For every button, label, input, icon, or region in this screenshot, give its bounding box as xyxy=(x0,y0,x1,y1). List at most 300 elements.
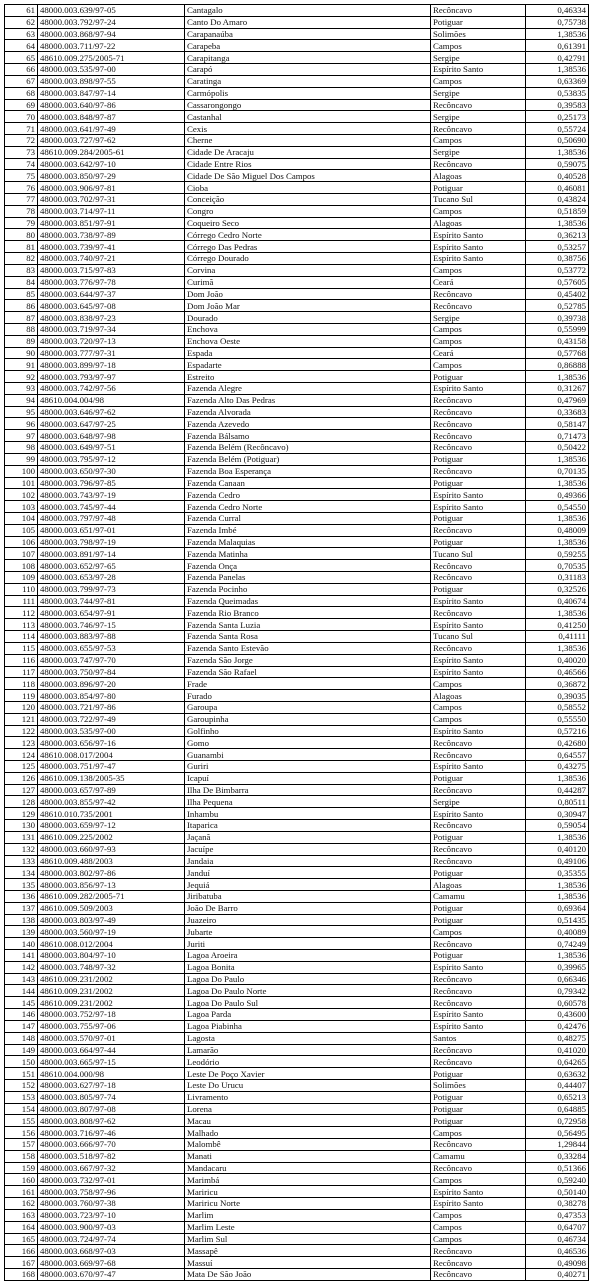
process-number-cell: 48000.003.891/97-14 xyxy=(38,548,185,560)
value-cell: 0,43158 xyxy=(526,335,589,347)
process-number-cell: 48000.003.744/97-81 xyxy=(38,595,185,607)
field-name-cell: Fazenda Curral xyxy=(185,512,431,524)
value-cell: 0,39035 xyxy=(526,690,589,702)
field-name-cell: Carapanaúba xyxy=(185,28,431,40)
basin-cell: Recôncavo xyxy=(431,843,526,855)
row-number-cell: 161 xyxy=(5,1186,38,1198)
row-number-cell: 119 xyxy=(5,690,38,702)
table-row xyxy=(5,501,589,513)
table-row xyxy=(5,489,589,501)
table-row xyxy=(5,253,589,265)
value-cell: 0,86888 xyxy=(526,359,589,371)
process-number-cell: 48000.003.804/97-10 xyxy=(38,950,185,962)
table-row xyxy=(5,359,589,371)
row-number-cell: 83 xyxy=(5,264,38,276)
row-number-cell: 150 xyxy=(5,1056,38,1068)
field-name-cell: Carapeba xyxy=(185,40,431,52)
basin-cell: Campos xyxy=(431,205,526,217)
row-number-cell: 149 xyxy=(5,1044,38,1056)
value-cell: 0,49098 xyxy=(526,1257,589,1269)
process-number-cell: 48000.003.649/97-51 xyxy=(38,442,185,454)
table-row xyxy=(5,961,589,973)
value-cell: 0,51366 xyxy=(526,1162,589,1174)
row-number-cell: 85 xyxy=(5,288,38,300)
row-number-cell: 94 xyxy=(5,394,38,406)
table-row xyxy=(5,111,589,123)
table-row xyxy=(5,1068,589,1080)
value-cell: 0,57216 xyxy=(526,725,589,737)
basin-cell: Potiguar xyxy=(431,536,526,548)
process-number-cell: 48000.003.535/97-00 xyxy=(38,64,185,76)
basin-cell: Campos xyxy=(431,1221,526,1233)
field-name-cell: Jacuípe xyxy=(185,843,431,855)
value-cell: 0,47969 xyxy=(526,394,589,406)
basin-cell: Tucano Sul xyxy=(431,548,526,560)
basin-cell: Potiguar xyxy=(431,914,526,926)
table-row xyxy=(5,808,589,820)
field-name-cell: Cidade De São Miguel Dos Campos xyxy=(185,170,431,182)
value-cell: 0,43600 xyxy=(526,1009,589,1021)
process-number-cell: 48000.003.715/97-83 xyxy=(38,264,185,276)
field-name-cell: Fazenda Malaquias xyxy=(185,536,431,548)
basin-cell: Recôncavo xyxy=(431,158,526,170)
row-number-cell: 130 xyxy=(5,820,38,832)
table-row xyxy=(5,831,589,843)
row-number-cell: 143 xyxy=(5,973,38,985)
basin-cell: Campos xyxy=(431,1127,526,1139)
value-cell: 0,64557 xyxy=(526,749,589,761)
value-cell: 0,52785 xyxy=(526,300,589,312)
value-cell: 0,39965 xyxy=(526,961,589,973)
value-cell: 0,36872 xyxy=(526,678,589,690)
process-number-cell: 48000.003.716/97-46 xyxy=(38,1127,185,1139)
value-cell: 1,38536 xyxy=(526,890,589,902)
process-number-cell: 48000.003.653/97-28 xyxy=(38,572,185,584)
field-name-cell: Enchova Oeste xyxy=(185,335,431,347)
value-cell: 0,56495 xyxy=(526,1127,589,1139)
table-row xyxy=(5,453,589,465)
value-cell: 0,69364 xyxy=(526,902,589,914)
row-number-cell: 137 xyxy=(5,902,38,914)
field-name-cell: Carapó xyxy=(185,64,431,76)
row-number-cell: 155 xyxy=(5,1115,38,1127)
basin-cell: Recôncavo xyxy=(431,1257,526,1269)
field-name-cell: Fazenda Belém (Recôncavo) xyxy=(185,442,431,454)
row-number-cell: 105 xyxy=(5,524,38,536)
row-number-cell: 89 xyxy=(5,335,38,347)
table-row xyxy=(5,607,589,619)
process-number-cell: 48000.003.644/97-37 xyxy=(38,288,185,300)
table-row xyxy=(5,1162,589,1174)
process-number-cell: 48000.003.720/97-13 xyxy=(38,335,185,347)
field-name-cell: Cantagalo xyxy=(185,5,431,17)
value-cell: 0,61391 xyxy=(526,40,589,52)
process-number-cell: 48000.003.798/97-19 xyxy=(38,536,185,548)
value-cell: 0,59054 xyxy=(526,820,589,832)
table-row xyxy=(5,572,589,584)
basin-cell: Camamu xyxy=(431,1150,526,1162)
table-row xyxy=(5,442,589,454)
basin-cell: Espírito Santo xyxy=(431,654,526,666)
row-number-cell: 145 xyxy=(5,997,38,1009)
table-row xyxy=(5,406,589,418)
process-number-cell: 48000.003.651/97-01 xyxy=(38,524,185,536)
field-name-cell: Malombê xyxy=(185,1139,431,1151)
table-row xyxy=(5,749,589,761)
process-number-cell: 48610.009.231/2002 xyxy=(38,997,185,1009)
row-number-cell: 86 xyxy=(5,300,38,312)
value-cell: 0,80511 xyxy=(526,796,589,808)
field-name-cell: Massuí xyxy=(185,1257,431,1269)
basin-cell: Recôncavo xyxy=(431,784,526,796)
process-number-cell: 48000.003.808/97-62 xyxy=(38,1115,185,1127)
value-cell: 0,46566 xyxy=(526,666,589,678)
field-name-cell: Marlim Sul xyxy=(185,1233,431,1245)
field-name-cell: Carmópolis xyxy=(185,87,431,99)
basin-cell: Recôncavo xyxy=(431,406,526,418)
table-row xyxy=(5,430,589,442)
field-name-cell: Juazeiro xyxy=(185,914,431,926)
value-cell: 0,33284 xyxy=(526,1150,589,1162)
basin-cell: Recôncavo xyxy=(431,5,526,17)
basin-cell: Ceará xyxy=(431,347,526,359)
basin-cell: Recôncavo xyxy=(431,1139,526,1151)
value-cell: 0,41250 xyxy=(526,619,589,631)
row-number-cell: 106 xyxy=(5,536,38,548)
process-number-cell: 48000.003.742/97-56 xyxy=(38,383,185,395)
row-number-cell: 139 xyxy=(5,926,38,938)
table-row xyxy=(5,288,589,300)
row-number-cell: 71 xyxy=(5,123,38,135)
basin-cell: Sergipe xyxy=(431,146,526,158)
basin-cell: Espírito Santo xyxy=(431,229,526,241)
value-cell: 0,40120 xyxy=(526,843,589,855)
table-row xyxy=(5,87,589,99)
process-number-cell: 48000.003.900/97-03 xyxy=(38,1221,185,1233)
table-row xyxy=(5,890,589,902)
field-name-cell: Mariricu Norte xyxy=(185,1198,431,1210)
table-row xyxy=(5,1221,589,1233)
value-cell: 0,39738 xyxy=(526,312,589,324)
table-row xyxy=(5,512,589,524)
process-number-cell: 48000.003.711/97-22 xyxy=(38,40,185,52)
field-name-cell: Cexis xyxy=(185,123,431,135)
value-cell: 0,41020 xyxy=(526,1044,589,1056)
fields-table-body xyxy=(5,5,589,1281)
process-number-cell: 48000.003.851/97-91 xyxy=(38,217,185,229)
row-number-cell: 77 xyxy=(5,194,38,206)
field-name-cell: Corvina xyxy=(185,264,431,276)
process-number-cell: 48000.003.746/97-15 xyxy=(38,619,185,631)
value-cell: 0,53835 xyxy=(526,87,589,99)
field-name-cell: Fazenda Canaan xyxy=(185,477,431,489)
basin-cell: Recôncavo xyxy=(431,300,526,312)
table-row xyxy=(5,99,589,111)
field-name-cell: Cassarongongo xyxy=(185,99,431,111)
row-number-cell: 96 xyxy=(5,418,38,430)
row-number-cell: 80 xyxy=(5,229,38,241)
basin-cell: Recôncavo xyxy=(431,99,526,111)
table-row xyxy=(5,264,589,276)
field-name-cell: Córrego Cedro Norte xyxy=(185,229,431,241)
field-name-cell: Leodório xyxy=(185,1056,431,1068)
table-row xyxy=(5,323,589,335)
field-name-cell: Fazenda Belém (Potiguar) xyxy=(185,453,431,465)
field-name-cell: Fazenda Matinha xyxy=(185,548,431,560)
value-cell: 0,51859 xyxy=(526,205,589,217)
value-cell: 0,53772 xyxy=(526,264,589,276)
table-row xyxy=(5,312,589,324)
value-cell: 0,35355 xyxy=(526,867,589,879)
row-number-cell: 93 xyxy=(5,383,38,395)
value-cell: 1,38536 xyxy=(526,642,589,654)
row-number-cell: 78 xyxy=(5,205,38,217)
table-row xyxy=(5,146,589,158)
basin-cell: Campos xyxy=(431,40,526,52)
table-row xyxy=(5,1103,589,1115)
table-row xyxy=(5,465,589,477)
table-row xyxy=(5,205,589,217)
value-cell: 0,44287 xyxy=(526,784,589,796)
value-cell: 1,38536 xyxy=(526,371,589,383)
table-row xyxy=(5,619,589,631)
process-number-cell: 48000.003.659/97-12 xyxy=(38,820,185,832)
field-name-cell: Enchova xyxy=(185,323,431,335)
table-row xyxy=(5,631,589,643)
basin-cell: Campos xyxy=(431,1174,526,1186)
field-name-cell: Jandaia xyxy=(185,855,431,867)
table-row xyxy=(5,1056,589,1068)
row-number-cell: 102 xyxy=(5,489,38,501)
row-number-cell: 129 xyxy=(5,808,38,820)
table-row xyxy=(5,701,589,713)
value-cell: 0,42791 xyxy=(526,52,589,64)
table-row xyxy=(5,713,589,725)
basin-cell: Recôncavo xyxy=(431,820,526,832)
process-number-cell: 48000.003.669/97-68 xyxy=(38,1257,185,1269)
basin-cell: Sergipe xyxy=(431,312,526,324)
value-cell: 0,41111 xyxy=(526,631,589,643)
process-number-cell: 48000.003.721/97-86 xyxy=(38,701,185,713)
basin-cell: Recôncavo xyxy=(431,1044,526,1056)
table-row xyxy=(5,1091,589,1103)
field-name-cell: Curimã xyxy=(185,276,431,288)
field-name-cell: Fazenda Onça xyxy=(185,560,431,572)
basin-cell: Espírito Santo xyxy=(431,383,526,395)
field-name-cell: Juriti xyxy=(185,938,431,950)
basin-cell: Espírito Santo xyxy=(431,725,526,737)
table-row xyxy=(5,867,589,879)
basin-cell: Recôncavo xyxy=(431,607,526,619)
row-number-cell: 103 xyxy=(5,501,38,513)
table-row xyxy=(5,1233,589,1245)
process-number-cell: 48000.003.665/97-15 xyxy=(38,1056,185,1068)
field-name-cell: Leste Do Urucu xyxy=(185,1079,431,1091)
value-cell: 0,53257 xyxy=(526,241,589,253)
value-cell: 0,44407 xyxy=(526,1079,589,1091)
row-number-cell: 141 xyxy=(5,950,38,962)
process-number-cell: 48000.003.740/97-21 xyxy=(38,253,185,265)
basin-cell: Tucano Sul xyxy=(431,631,526,643)
basin-cell: Espírito Santo xyxy=(431,1009,526,1021)
value-cell: 0,58147 xyxy=(526,418,589,430)
table-row xyxy=(5,217,589,229)
table-row xyxy=(5,5,589,17)
process-number-cell: 48610.009.138/2005-35 xyxy=(38,772,185,784)
value-cell: 0,63632 xyxy=(526,1068,589,1080)
table-row xyxy=(5,158,589,170)
process-number-cell: 48000.003.896/97-20 xyxy=(38,678,185,690)
table-row xyxy=(5,583,589,595)
row-number-cell: 153 xyxy=(5,1091,38,1103)
process-number-cell: 48000.003.724/97-74 xyxy=(38,1233,185,1245)
row-number-cell: 73 xyxy=(5,146,38,158)
row-number-cell: 154 xyxy=(5,1103,38,1115)
field-name-cell: Fazenda Alegre xyxy=(185,383,431,395)
row-number-cell: 126 xyxy=(5,772,38,784)
value-cell: 0,50690 xyxy=(526,134,589,146)
value-cell: 0,65213 xyxy=(526,1091,589,1103)
process-number-cell: 48000.003.732/97-01 xyxy=(38,1174,185,1186)
process-number-cell: 48000.003.719/97-34 xyxy=(38,323,185,335)
field-name-cell: Massapê xyxy=(185,1245,431,1257)
process-number-cell: 48000.003.535/97-00 xyxy=(38,725,185,737)
field-name-cell: Fazenda Alvorada xyxy=(185,406,431,418)
field-name-cell: Córrego Dourado xyxy=(185,253,431,265)
table-row xyxy=(5,548,589,560)
row-number-cell: 158 xyxy=(5,1150,38,1162)
process-number-cell: 48000.003.748/97-32 xyxy=(38,961,185,973)
process-number-cell: 48000.003.777/97-31 xyxy=(38,347,185,359)
row-number-cell: 79 xyxy=(5,217,38,229)
value-cell: 1,38536 xyxy=(526,146,589,158)
process-number-cell: 48000.003.642/97-10 xyxy=(38,158,185,170)
table-row xyxy=(5,194,589,206)
row-number-cell: 95 xyxy=(5,406,38,418)
row-number-cell: 62 xyxy=(5,16,38,28)
basin-cell: Recôncavo xyxy=(431,1268,526,1280)
row-number-cell: 122 xyxy=(5,725,38,737)
value-cell: 0,72958 xyxy=(526,1115,589,1127)
table-row xyxy=(5,347,589,359)
process-number-cell: 48000.003.792/97-24 xyxy=(38,16,185,28)
field-name-cell: Fazenda São Jorge xyxy=(185,654,431,666)
process-number-cell: 48000.003.854/97-80 xyxy=(38,690,185,702)
row-number-cell: 123 xyxy=(5,737,38,749)
row-number-cell: 67 xyxy=(5,75,38,87)
field-name-cell: Marimbá xyxy=(185,1174,431,1186)
field-name-cell: Fazenda Cedro Norte xyxy=(185,501,431,513)
basin-cell: Ceará xyxy=(431,276,526,288)
process-number-cell: 48000.003.723/97-10 xyxy=(38,1209,185,1221)
table-row xyxy=(5,1245,589,1257)
row-number-cell: 127 xyxy=(5,784,38,796)
value-cell: 0,38756 xyxy=(526,253,589,265)
table-row xyxy=(5,1268,589,1280)
field-name-cell: Fazenda Panelas xyxy=(185,572,431,584)
field-name-cell: Jubarte xyxy=(185,926,431,938)
process-number-cell: 48000.003.650/97-30 xyxy=(38,465,185,477)
row-number-cell: 159 xyxy=(5,1162,38,1174)
row-number-cell: 162 xyxy=(5,1198,38,1210)
row-number-cell: 117 xyxy=(5,666,38,678)
table-row xyxy=(5,64,589,76)
value-cell: 0,42680 xyxy=(526,737,589,749)
table-row xyxy=(5,1209,589,1221)
value-cell: 0,63369 xyxy=(526,75,589,87)
row-number-cell: 167 xyxy=(5,1257,38,1269)
value-cell: 0,66346 xyxy=(526,973,589,985)
process-number-cell: 48000.003.646/97-62 xyxy=(38,406,185,418)
row-number-cell: 61 xyxy=(5,5,38,17)
value-cell: 0,55724 xyxy=(526,123,589,135)
table-row xyxy=(5,1257,589,1269)
row-number-cell: 138 xyxy=(5,914,38,926)
table-row xyxy=(5,666,589,678)
basin-cell: Solimões xyxy=(431,28,526,40)
field-name-cell: Leste De Poço Xavier xyxy=(185,1068,431,1080)
value-cell: 0,40089 xyxy=(526,926,589,938)
row-number-cell: 100 xyxy=(5,465,38,477)
field-name-cell: Fazenda Azevedo xyxy=(185,418,431,430)
row-number-cell: 131 xyxy=(5,831,38,843)
value-cell: 1,38536 xyxy=(526,453,589,465)
field-name-cell: Lamarão xyxy=(185,1044,431,1056)
row-number-cell: 128 xyxy=(5,796,38,808)
process-number-cell: 48610.009.282/2005-71 xyxy=(38,890,185,902)
process-number-cell: 48000.003.647/97-25 xyxy=(38,418,185,430)
value-cell: 0,36213 xyxy=(526,229,589,241)
field-name-cell: Macau xyxy=(185,1115,431,1127)
process-number-cell: 48000.003.838/97-23 xyxy=(38,312,185,324)
value-cell: 0,46081 xyxy=(526,182,589,194)
field-name-cell: Estreito xyxy=(185,371,431,383)
value-cell: 0,47353 xyxy=(526,1209,589,1221)
field-name-cell: Lagoa Bonita xyxy=(185,961,431,973)
process-number-cell: 48000.003.805/97-74 xyxy=(38,1091,185,1103)
process-number-cell: 48000.003.738/97-89 xyxy=(38,229,185,241)
table-row xyxy=(5,654,589,666)
table-row xyxy=(5,1198,589,1210)
value-cell: 0,31267 xyxy=(526,383,589,395)
basin-cell: Recôncavo xyxy=(431,997,526,1009)
process-number-cell: 48000.003.648/97-98 xyxy=(38,430,185,442)
basin-cell: Espírito Santo xyxy=(431,253,526,265)
value-cell: 0,32526 xyxy=(526,583,589,595)
basin-cell: Espírito Santo xyxy=(431,761,526,773)
table-row xyxy=(5,678,589,690)
value-cell: 0,60578 xyxy=(526,997,589,1009)
basin-cell: Campos xyxy=(431,134,526,146)
basin-cell: Campos xyxy=(431,1233,526,1245)
process-number-cell: 48000.003.758/97-96 xyxy=(38,1186,185,1198)
field-name-cell: Livramento xyxy=(185,1091,431,1103)
basin-cell: Alagoas xyxy=(431,690,526,702)
value-cell: 1,38536 xyxy=(526,950,589,962)
row-number-cell: 74 xyxy=(5,158,38,170)
value-cell: 0,40020 xyxy=(526,654,589,666)
table-row xyxy=(5,737,589,749)
basin-cell: Recôncavo xyxy=(431,642,526,654)
process-number-cell: 48000.003.727/97-62 xyxy=(38,134,185,146)
basin-cell: Espírito Santo xyxy=(431,1020,526,1032)
field-name-cell: Dourado xyxy=(185,312,431,324)
table-row xyxy=(5,879,589,891)
table-row xyxy=(5,182,589,194)
field-name-cell: Cidade De Aracaju xyxy=(185,146,431,158)
row-number-cell: 104 xyxy=(5,512,38,524)
table-row xyxy=(5,394,589,406)
